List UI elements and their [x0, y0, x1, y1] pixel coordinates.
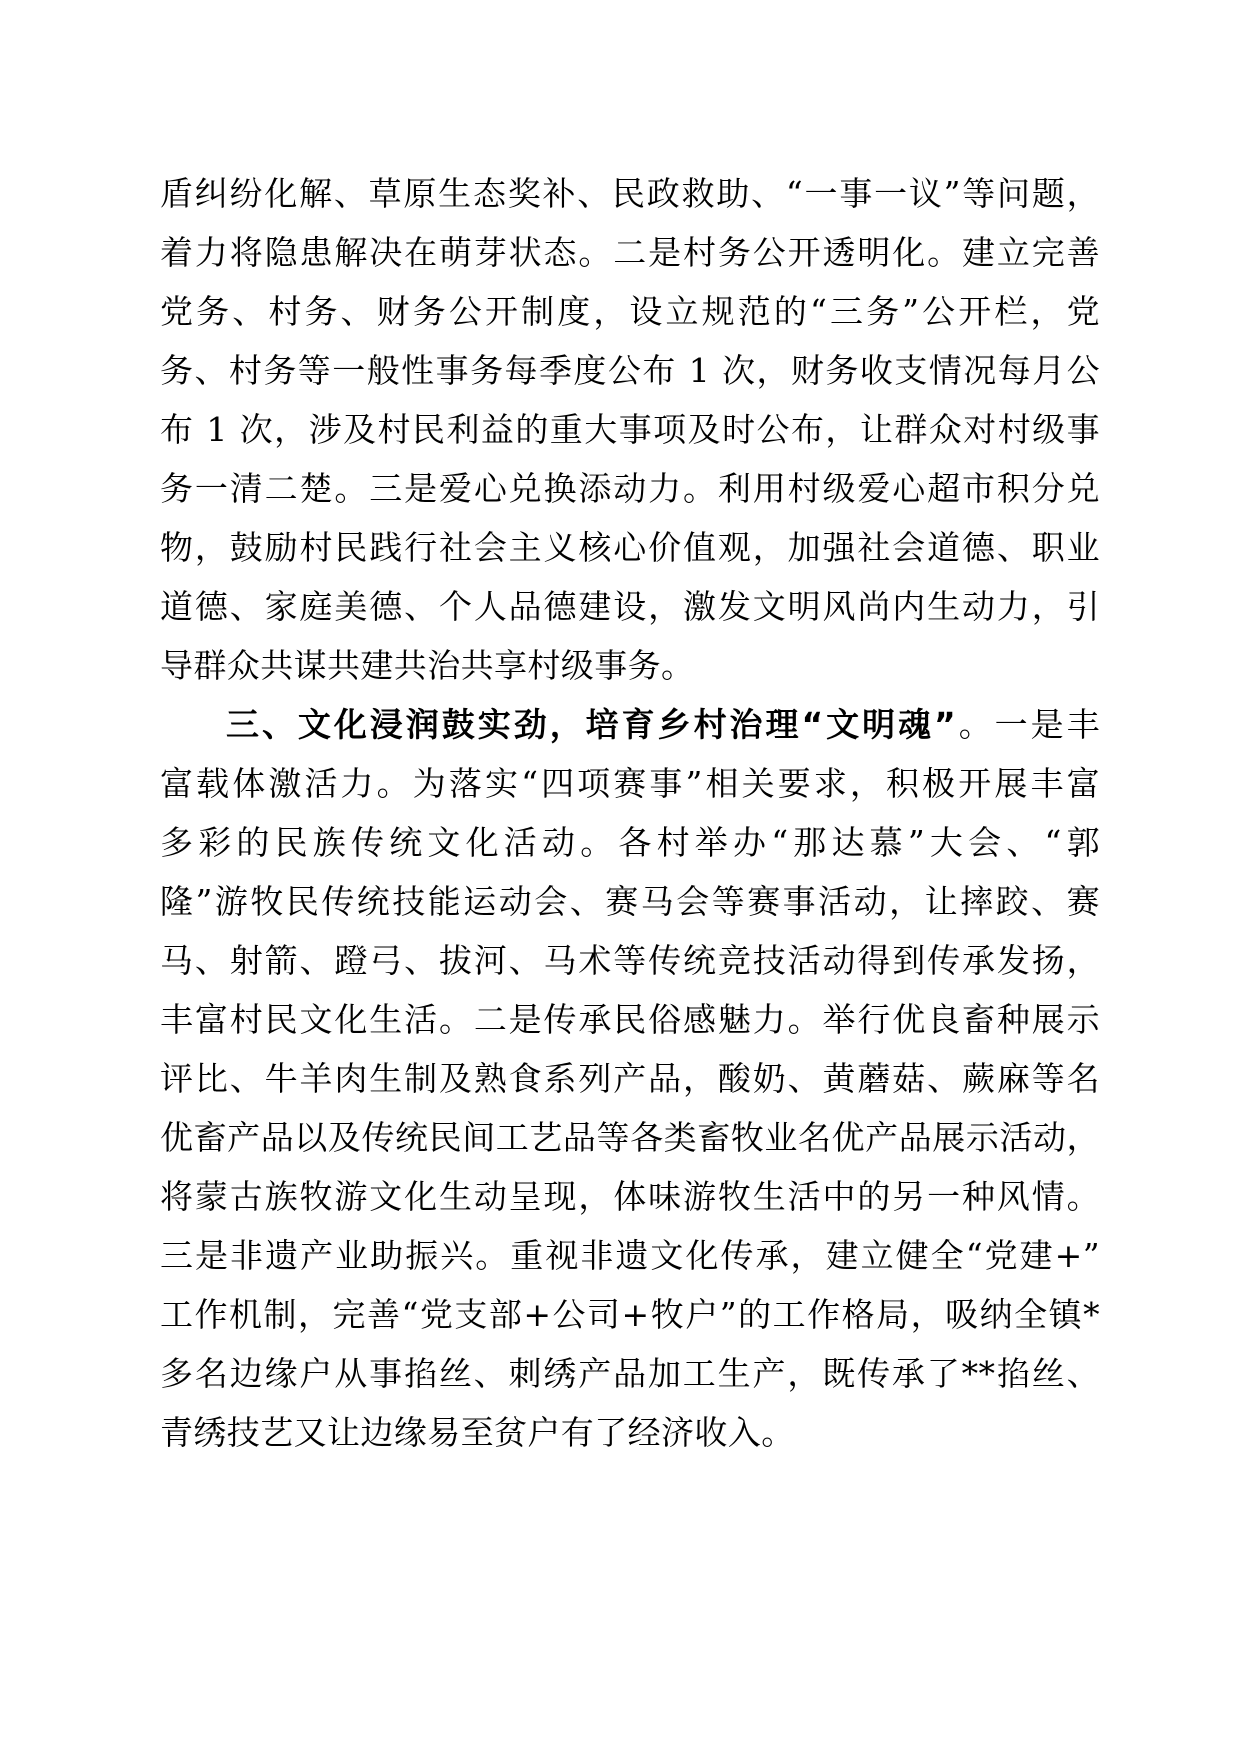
text-line: 务、村务等一般性事务每季度公布 1 次，财务收支情况每月公 — [160, 351, 1100, 390]
section-heading-line — [160, 695, 1100, 754]
text-line: 丰富村民文化生活。二是传承民俗感魅力。举行优良畜种展示 — [160, 1000, 1100, 1039]
text-line: 布 1 次，涉及村民利益的重大事项及时公布，让群众对村级事 — [160, 410, 1100, 449]
text-line: 将蒙古族牧游文化生动呈现，体味游牧生活中的另一种风情。 — [160, 1177, 1100, 1216]
text-line: 富载体激活力。为落实“四项赛事”相关要求，积极开展丰富 — [160, 764, 1100, 803]
text-line: 党务、村务、财务公开制度，设立规范的“三务”公开栏，党 — [160, 292, 1100, 331]
text-line: 多名边缘户从事掐丝、刺绣产品加工生产，既传承了**掐丝、 — [160, 1354, 1100, 1393]
text-line: 工作机制，完善“党支部+公司+牧户”的工作格局，吸纳全镇* — [160, 1295, 1100, 1334]
text-line: 三是非遗产业助振兴。重视非遗文化传承，建立健全“党建+” — [160, 1236, 1100, 1275]
text-line: 道德、家庭美德、个人品德建设，激发文明风尚内生动力，引 — [160, 587, 1100, 626]
heading-tail-text: 。一是丰 — [956, 705, 1100, 744]
body-text — [160, 164, 1100, 1462]
text-line: 物，鼓励村民践行社会主义核心价值观，加强社会道德、职业 — [160, 528, 1100, 567]
text-line: 务一清二楚。三是爱心兑换添动力。利用村级爱心超市积分兑 — [160, 469, 1100, 508]
text-line: 多彩的民族传统文化活动。各村举办“那达慕”大会、“郭 — [160, 823, 1100, 862]
section-heading: 三、文化浸润鼓实劲，培育乡村治理“文明魂” — [226, 705, 957, 744]
text-line: 着力将隐患解决在萌芽状态。二是村务公开透明化。建立完善 — [160, 233, 1100, 272]
text-line: 盾纠纷化解、草原生态奖补、民政救助、“一事一议”等问题， — [160, 174, 1100, 213]
text-line: 马、射箭、蹬弓、拔河、马术等传统竞技活动得到传承发扬， — [160, 941, 1100, 980]
text-line: 青绣技艺又让边缘易至贫户有了经济收入。 — [160, 1413, 795, 1452]
text-line: 隆”游牧民传统技能运动会、赛马会等赛事活动，让摔跤、赛 — [160, 882, 1100, 921]
text-line: 导群众共谋共建共治共享村级事务。 — [160, 646, 695, 685]
text-line: 评比、牛羊肉生制及熟食系列产品，酸奶、黄蘑菇、蕨麻等名 — [160, 1059, 1100, 1098]
text-line: 优畜产品以及传统民间工艺品等各类畜牧业名优产品展示活动， — [160, 1118, 1100, 1157]
